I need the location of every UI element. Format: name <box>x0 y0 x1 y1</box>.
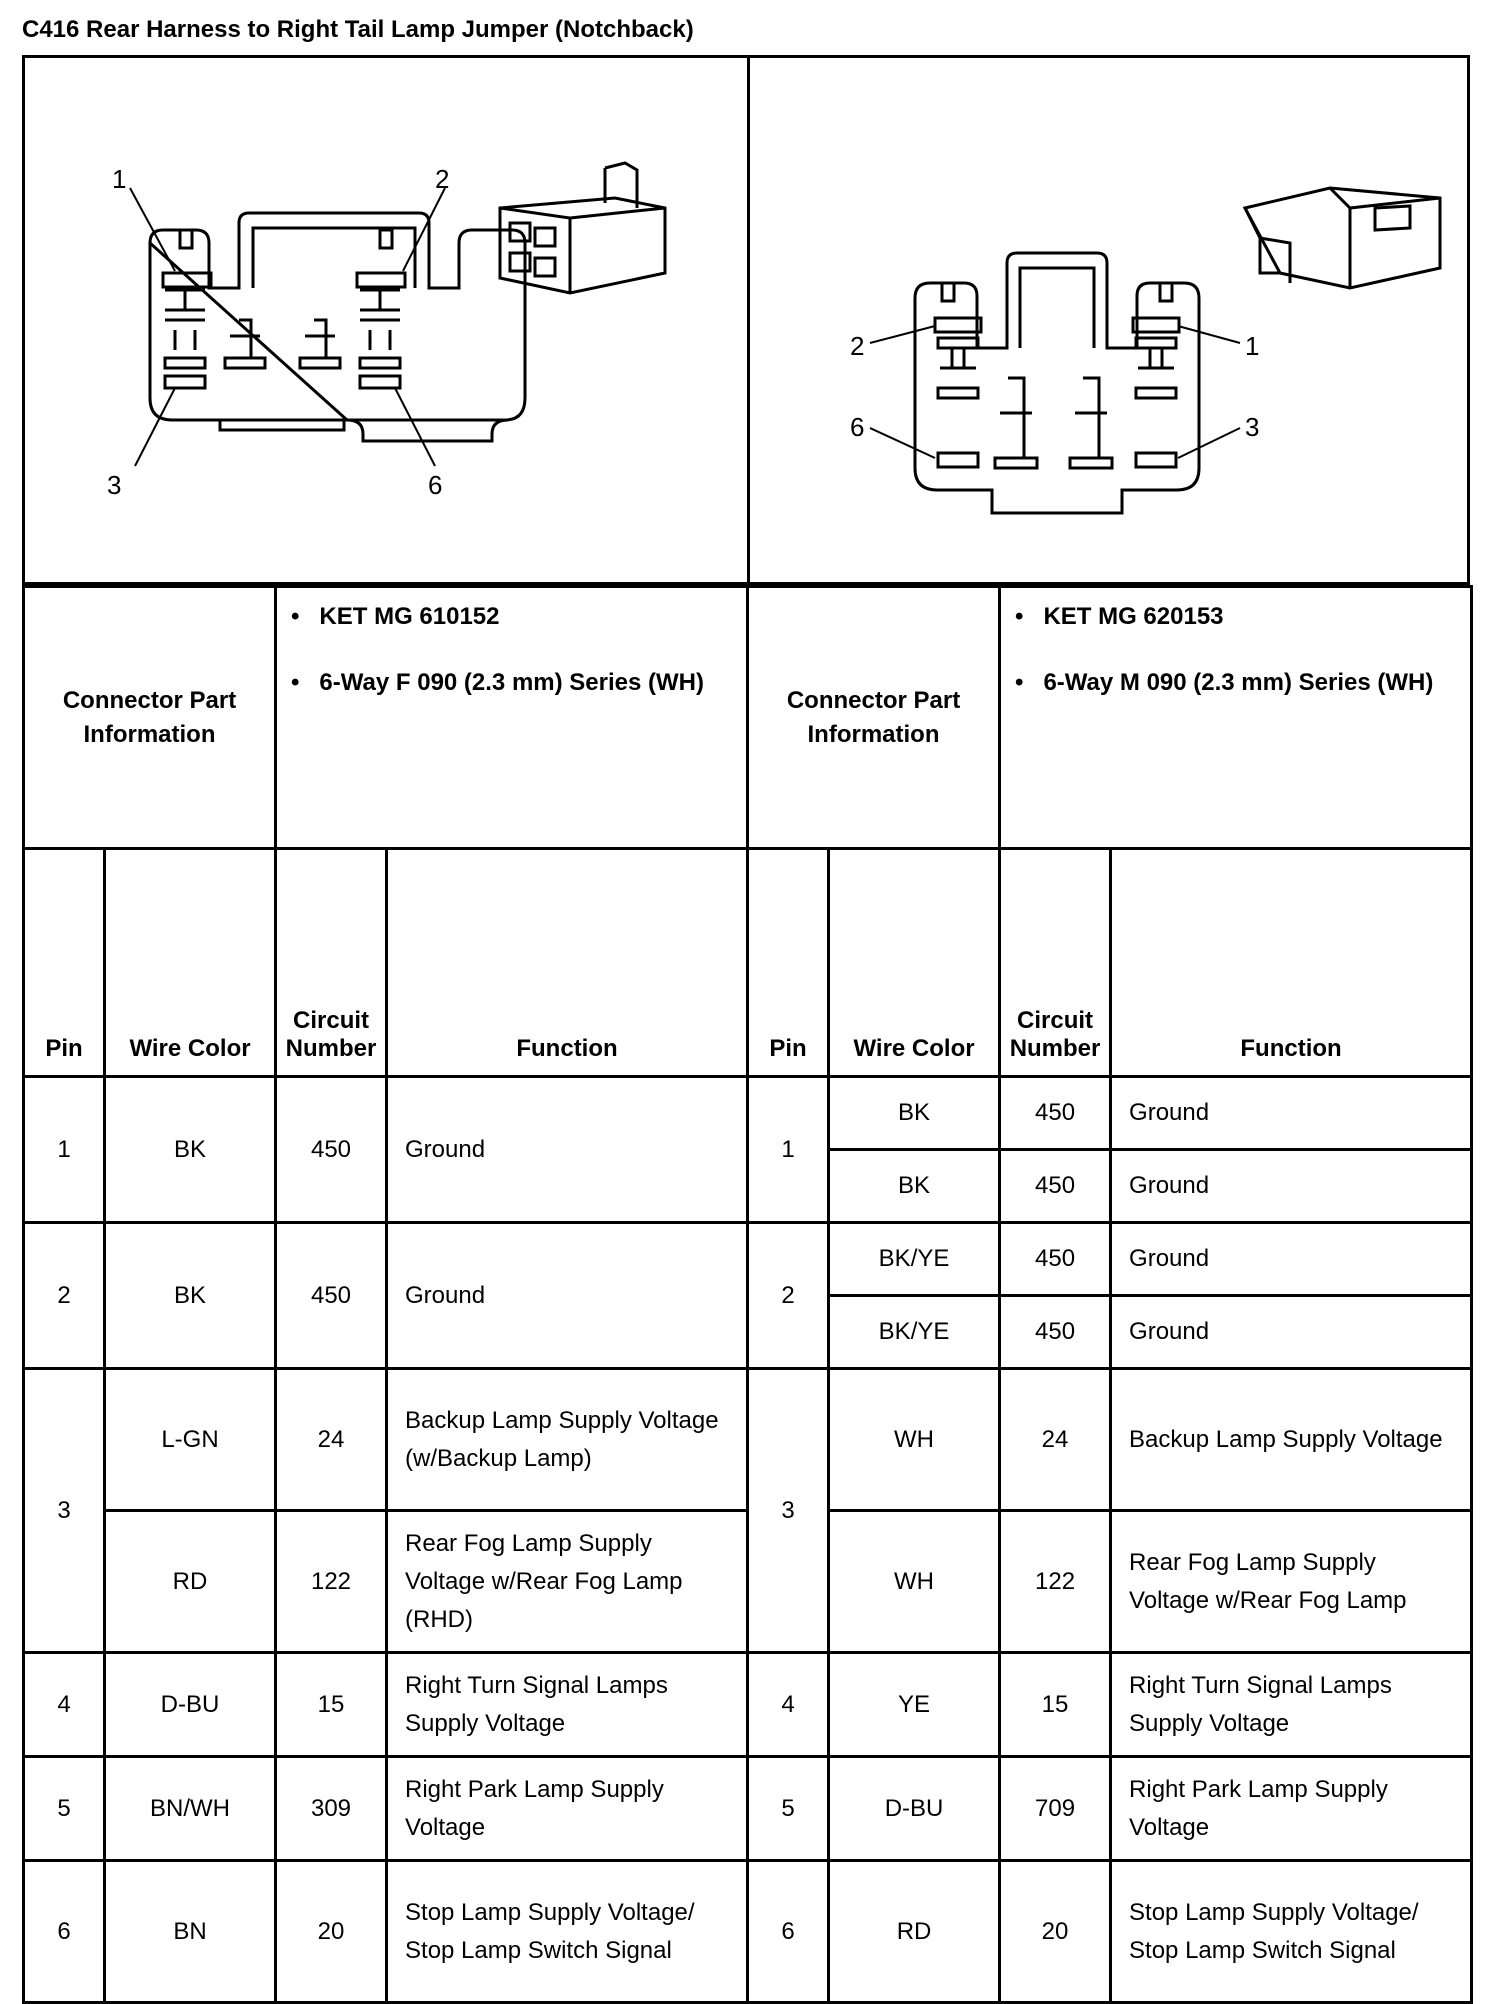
connector-latch <box>1020 268 1094 348</box>
pin-label-3: 3 <box>107 470 122 500</box>
table-row <box>24 1369 1472 1511</box>
pin-cell: 6 <box>748 1861 829 2003</box>
function-cell: Right Turn Signal Lamps Supply Voltage <box>387 1653 748 1757</box>
wire-color-cell: BN/WH <box>105 1757 276 1861</box>
circuit-cell: 24 <box>276 1369 387 1511</box>
connector-part-info-label-left: Connector Part Information <box>24 587 276 849</box>
function-cell: Right Park Lamp Supply Voltage <box>1111 1757 1472 1861</box>
header-function-right: Function <box>1111 849 1472 1077</box>
connector-part-info-right: • KET MG 620153 • 6-Way M 090 (2.3 mm) Series (WH) <box>1000 587 1472 849</box>
circuit-cell: 24 <box>1000 1369 1111 1511</box>
function-cell: Rear Fog Lamp Supply Voltage w/Rear Fog Lamp (RHD) <box>387 1511 748 1653</box>
pin-label-3: 3 <box>1245 412 1260 442</box>
terminal-cavities <box>935 318 1179 468</box>
function-cell: Stop Lamp Supply Voltage/ Stop Lamp Switch Signal <box>387 1861 748 2003</box>
circuit-cell: 450 <box>276 1077 387 1223</box>
wire-color-cell: BK/YE <box>829 1296 1000 1369</box>
wire-color-cell: RD <box>105 1511 276 1653</box>
male-connector-face-view <box>750 58 1470 582</box>
connector-part-info-left: • KET MG 610152 • 6-Way F 090 (2.3 mm) Series (WH) <box>276 587 748 849</box>
connector-spec-left: 6-Way F 090 (2.3 mm) Series (WH) <box>319 669 704 696</box>
circuit-cell: 450 <box>1000 1150 1111 1223</box>
keyway-right <box>1160 283 1172 301</box>
function-cell: Backup Lamp Supply Voltage <box>1111 1369 1472 1511</box>
circuit-cell: 450 <box>1000 1296 1111 1369</box>
header-circuit-left: Circuit Number <box>276 849 387 1077</box>
connector-outline <box>915 253 1199 513</box>
header-pin-left: Pin <box>24 849 105 1077</box>
pin-label-2: 2 <box>850 331 865 361</box>
connector-diagrams <box>22 55 1470 585</box>
wire-color-cell: D-BU <box>105 1653 276 1757</box>
connector-info-row <box>24 587 1472 849</box>
pin-label-1: 1 <box>1245 331 1260 361</box>
header-pin-right: Pin <box>748 849 829 1077</box>
male-connector-3d-icon <box>1245 188 1440 288</box>
pin-cell: 2 <box>748 1223 829 1369</box>
female-connector-face-view <box>25 58 747 582</box>
wire-color-cell: BK <box>105 1223 276 1369</box>
circuit-cell: 309 <box>276 1757 387 1861</box>
function-cell: Right Turn Signal Lamps Supply Voltage <box>1111 1653 1472 1757</box>
pin-cell: 1 <box>24 1077 105 1223</box>
circuit-cell: 20 <box>276 1861 387 2003</box>
keyway-left <box>942 283 954 301</box>
pin-cell: 1 <box>748 1077 829 1223</box>
connector-outline <box>150 213 525 441</box>
wire-color-cell: BK/YE <box>829 1223 1000 1296</box>
part-number-right: KET MG 620153 <box>1043 603 1224 630</box>
connector-part-info-label-right: Connector Part Information <box>748 587 1000 849</box>
wire-color-cell: BN <box>105 1861 276 2003</box>
header-wire-color-left: Wire Color <box>105 849 276 1077</box>
pin-cell: 5 <box>748 1757 829 1861</box>
wire-color-cell: D-BU <box>829 1757 1000 1861</box>
pin-cell: 3 <box>748 1369 829 1653</box>
wire-color-cell: RD <box>829 1861 1000 2003</box>
table-row <box>24 1223 1472 1296</box>
wire-color-cell: WH <box>829 1369 1000 1511</box>
pin-cell: 2 <box>24 1223 105 1369</box>
function-cell: Ground <box>1111 1296 1472 1369</box>
wire-color-cell: YE <box>829 1653 1000 1757</box>
table-row <box>24 1077 1472 1150</box>
table-row <box>24 1757 1472 1861</box>
header-wire-color-right: Wire Color <box>829 849 1000 1077</box>
function-cell: Ground <box>1111 1077 1472 1150</box>
connector-spec-right: 6-Way M 090 (2.3 mm) Series (WH) <box>1043 669 1434 696</box>
function-cell: Ground <box>1111 1223 1472 1296</box>
wire-color-cell: BK <box>829 1077 1000 1150</box>
pin-label-6: 6 <box>428 470 443 500</box>
circuit-cell: 709 <box>1000 1757 1111 1861</box>
function-cell: Ground <box>387 1223 748 1369</box>
table-row <box>24 1861 1472 2003</box>
circuit-cell: 450 <box>1000 1077 1111 1150</box>
keyway-right <box>380 230 392 248</box>
circuit-cell: 122 <box>276 1511 387 1653</box>
wire-color-cell: WH <box>829 1511 1000 1653</box>
pinout-table <box>22 585 1473 2004</box>
header-row <box>24 849 1472 1077</box>
page-title: C416 Rear Harness to Right Tail Lamp Jumper (Notchback) <box>22 16 694 43</box>
terminal-cavities <box>163 273 405 388</box>
function-cell: Rear Fog Lamp Supply Voltage w/Rear Fog Lamp <box>1111 1511 1472 1653</box>
function-cell: Backup Lamp Supply Voltage (w/Backup Lamp) <box>387 1369 748 1511</box>
wire-color-cell: BK <box>105 1077 276 1223</box>
circuit-cell: 450 <box>1000 1223 1111 1296</box>
function-cell: Right Park Lamp Supply Voltage <box>387 1757 748 1861</box>
function-cell: Ground <box>1111 1150 1472 1223</box>
pin-cell: 4 <box>748 1653 829 1757</box>
part-number-left: KET MG 610152 <box>319 603 500 630</box>
pin-cell: 6 <box>24 1861 105 2003</box>
circuit-cell: 122 <box>1000 1511 1111 1653</box>
header-function-left: Function <box>387 849 748 1077</box>
wire-color-cell: BK <box>829 1150 1000 1223</box>
circuit-cell: 15 <box>1000 1653 1111 1757</box>
pin-cell: 5 <box>24 1757 105 1861</box>
header-circuit-right: Circuit Number <box>1000 849 1111 1077</box>
function-cell: Ground <box>387 1077 748 1223</box>
pin-label-6: 6 <box>850 412 865 442</box>
wire-color-cell: L-GN <box>105 1369 276 1511</box>
table-row <box>24 1653 1472 1757</box>
pin-label-1: 1 <box>112 164 127 194</box>
pin-cell: 3 <box>24 1369 105 1653</box>
circuit-cell: 450 <box>276 1223 387 1369</box>
circuit-cell: 20 <box>1000 1861 1111 2003</box>
keyway-left <box>180 230 192 248</box>
function-cell: Stop Lamp Supply Voltage/ Stop Lamp Switch Signal <box>1111 1861 1472 2003</box>
pin-cell: 4 <box>24 1653 105 1757</box>
circuit-cell: 15 <box>276 1653 387 1757</box>
pin-label-2: 2 <box>435 164 450 194</box>
